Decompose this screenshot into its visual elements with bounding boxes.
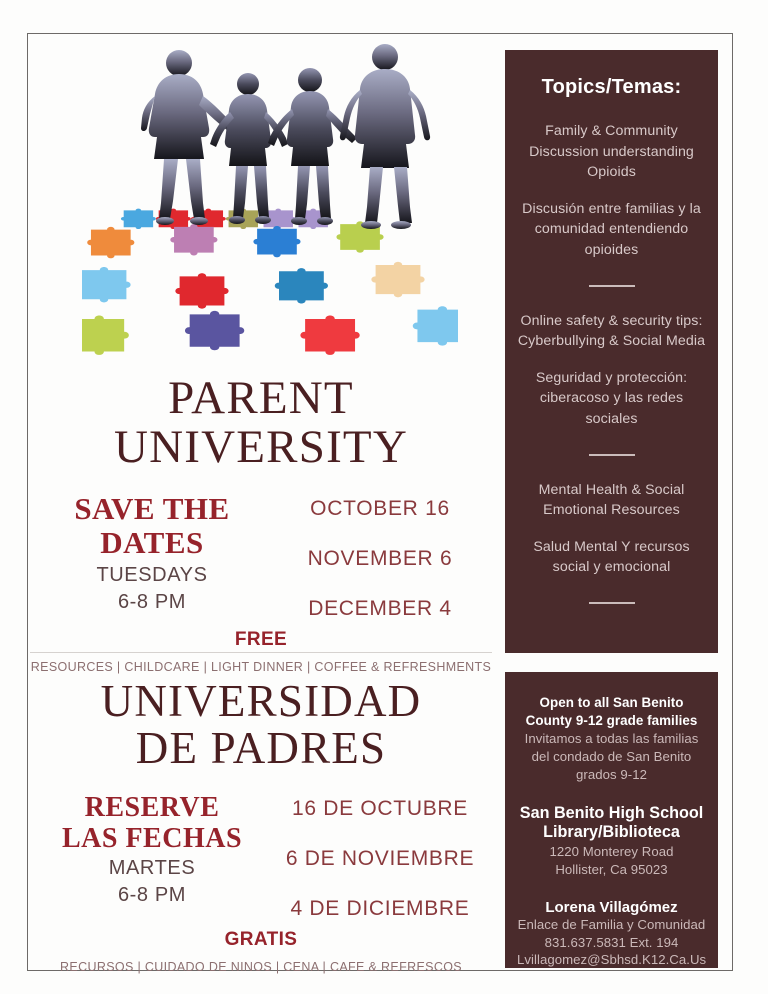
info-panel: [505, 672, 718, 968]
spanish-free-label: GRATIS: [224, 928, 298, 950]
left-column: [30, 36, 492, 974]
venue-city: Hollister, Ca 95023: [555, 861, 668, 877]
english-save-the-dates: [30, 492, 268, 614]
contact-email[interactable]: Lvillagomez@Sbhsd.K12.Ca.Us: [517, 952, 707, 968]
topics-divider-2: [589, 454, 635, 456]
english-time: 6-8 PM: [117, 590, 187, 613]
contact-phone[interactable]: 831.637.5831 Ext. 194: [544, 934, 679, 950]
english-save-line-2: DATES: [100, 525, 204, 561]
topic-3-en: Mental Health & Social Emotional Resources: [538, 481, 685, 519]
venue-street: 1220 Monterey Road: [549, 844, 674, 860]
topics-divider-3: [589, 602, 635, 604]
topic-2-es: Seguridad y protección: ciberacoso y las redes sociales: [535, 369, 688, 427]
topic-3-es: Salud Mental Y recursos social y emocional: [533, 538, 690, 576]
english-date-1: OCTOBER 16: [310, 496, 450, 520]
english-dates-row: [30, 492, 492, 619]
english-perks: RESOURCES | CHILDCARE | LIGHT DINNER | COFFEE & REFRESHMENTS: [30, 659, 492, 674]
english-date-2: NOVEMBER 6: [307, 546, 453, 570]
spanish-save-line-2: LAS FECHAS: [61, 822, 243, 854]
open-to-english: Open to all San Benito County 9-12 grade families: [525, 695, 698, 729]
topics-divider-1: [589, 285, 635, 287]
spanish-save-the-dates: [30, 792, 268, 908]
open-to-spanish: Invitamos a todas las familias del condado de San Benito grados 9-12: [524, 731, 699, 782]
spanish-title-line-2: DE PADRES: [135, 722, 387, 773]
venue-name: San Benito High School Library/Biblioteca: [519, 803, 704, 842]
english-title-line-1: PARENT: [168, 372, 354, 424]
section-divider: [30, 652, 492, 653]
info-spacer-1: [517, 784, 706, 804]
english-date-3: DECEMBER 4: [308, 596, 452, 620]
topics-panel: [505, 50, 718, 653]
spanish-date-list: [268, 792, 492, 919]
spanish-date-3: 4 DE DICIEMBRE: [290, 896, 470, 920]
spanish-perks: RECURSOS | CUIDADO DE NINOS | CENA | CAFE & REFRESCOS: [60, 959, 462, 974]
spanish-save-line-1: RESERVE: [84, 791, 220, 823]
spanish-time: 6-8 PM: [117, 883, 187, 906]
english-date-list: [268, 492, 492, 619]
spanish-title: [30, 678, 492, 772]
spanish-day: MARTES: [108, 857, 196, 880]
contact-name: Lorena Villagómez: [545, 898, 678, 916]
family-puzzle-illustration: [82, 40, 458, 370]
english-title-line-2: UNIVERSITY: [114, 420, 408, 473]
spanish-section: [30, 678, 492, 974]
english-save-line-1: SAVE THE: [74, 490, 230, 526]
topics-heading: Topics/Temas:: [541, 76, 682, 98]
spanish-dates-row: [30, 792, 492, 919]
topic-1-en: Family & Community Discussion understanding Opioids: [529, 123, 694, 181]
english-day: TUESDAYS: [96, 564, 208, 587]
info-spacer-2: [517, 879, 706, 899]
english-free-label: FREE: [234, 628, 288, 650]
english-section: [30, 374, 492, 674]
topic-1-es: Discusión entre familias y la comunidad entendiendo opioides: [522, 200, 701, 258]
spanish-date-1: 16 DE OCTUBRE: [292, 796, 468, 820]
spanish-title-line-1: UNIVERSIDAD: [100, 676, 422, 726]
topic-2-en: Online safety & security tips: Cyberbullying & Social Media: [517, 312, 706, 350]
contact-role: Enlace de Familia y Comunidad: [517, 916, 706, 932]
spanish-date-2: 6 DE NOVIEMBRE: [285, 846, 475, 870]
english-title: [30, 374, 492, 472]
